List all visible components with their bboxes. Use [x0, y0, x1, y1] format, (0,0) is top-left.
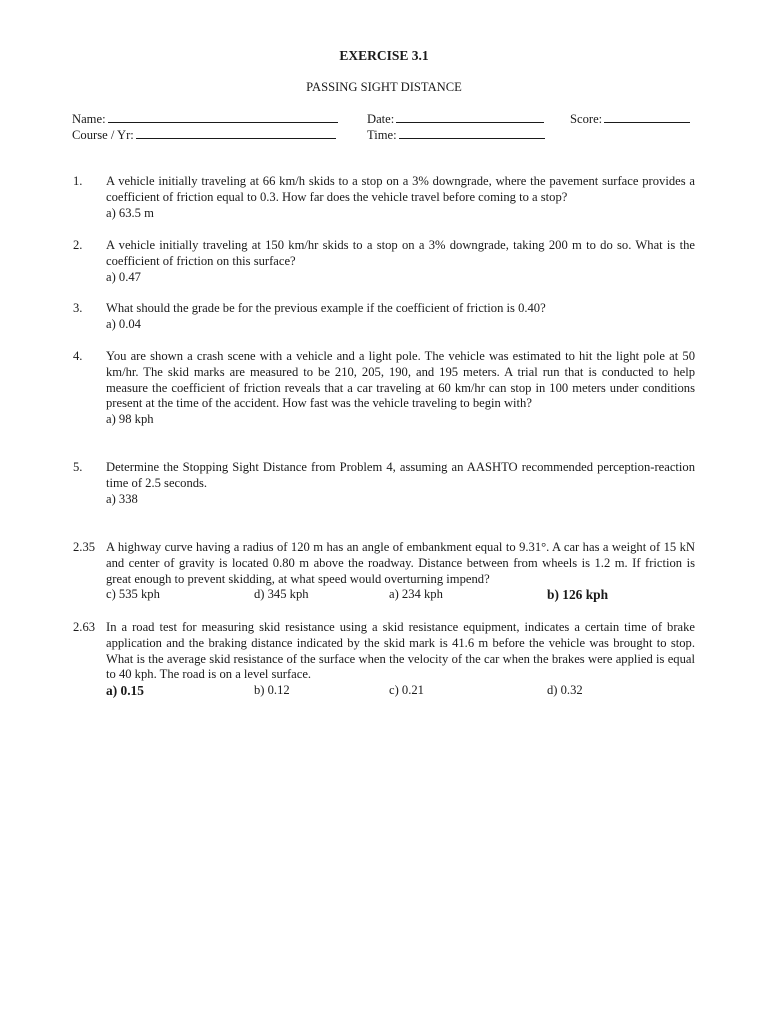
- question-text: You are shown a crash scene with a vehicle and a light pole. The vehicle was estimated to hit the light pole at 50 km/hr. The skid marks are measured to be 210, 205, 190, and 195 meters. A trial run that is conducted to help measure the coefficient of friction reveals that a car traveling at 60 km/hr can stop in 100 meters under conditions present at the time of the accident. How fast was the vehicle traveling to begin with?: [106, 349, 695, 411]
- page-title: EXERCISE 3.1: [339, 48, 429, 63]
- question-1: [73, 174, 695, 221]
- question-5: [73, 460, 695, 507]
- question-answer: a) 98 kph: [106, 412, 154, 427]
- date-line: [396, 111, 544, 123]
- choice-a: a) 234 kph: [389, 587, 443, 602]
- question-answer: a) 0.04: [106, 316, 141, 331]
- score-field[interactable]: [570, 111, 690, 127]
- question-number: 3.: [73, 301, 83, 315]
- course-field[interactable]: [72, 127, 336, 143]
- score-label: Score:: [570, 112, 603, 126]
- question-text: Determine the Stopping Sight Distance from Problem 4, assuming an AASHTO recommended perception-reaction time of 2.5 seconds.: [106, 460, 695, 490]
- problem-text: In a road test for measuring skid resistance using a skid resistance equipment, indicates a certain time of brake application and the braking distance indicated by the skid mark is 41.6 m before the vehicle was brought to stop. What is the average skid resistance of the surface when the velocity of the car when the brakes were applied is equal to 40 kph. The road is on a level surface.: [106, 620, 695, 682]
- score-line: [604, 111, 690, 123]
- question-answer: a) 338: [106, 491, 138, 506]
- date-field[interactable]: [367, 111, 544, 127]
- time-label: Time:: [367, 128, 397, 142]
- problem-text: A highway curve having a radius of 120 m has an angle of embankment equal to 9.31°. A car has a weight of 15 kN and center of gravity is located 0.80 m above the roadway. Distance between from wheels is 1.2 m. If friction is great enough to prevent skidding, at what speed would overturning impend?: [106, 540, 695, 586]
- name-label: Name:: [72, 112, 106, 126]
- question-number: 1.: [73, 174, 83, 188]
- answer-choices: [106, 683, 695, 699]
- question-number: 4.: [73, 349, 83, 363]
- choice-a-correct: a) 0.15: [106, 683, 144, 699]
- course-label: Course / Yr:: [72, 128, 134, 142]
- question-text: A vehicle initially traveling at 150 km/hr skids to a stop on a 3% downgrade, taking 200 m to do so. What is the coefficient of friction on this surface?: [106, 238, 695, 268]
- question-2: [73, 238, 695, 285]
- time-line: [399, 127, 545, 139]
- problem-number: 2.63: [73, 620, 96, 634]
- choice-c: c) 0.21: [389, 683, 424, 698]
- question-3: [73, 301, 695, 333]
- choice-d: d) 345 kph: [254, 587, 309, 602]
- question-text: What should the grade be for the previous example if the coefficient of friction is 0.40?: [106, 301, 546, 315]
- question-4: [73, 349, 695, 428]
- time-field[interactable]: [367, 127, 545, 143]
- choice-b-correct: b) 126 kph: [547, 587, 609, 603]
- question-answer: a) 0.47: [106, 269, 141, 284]
- problem-2-35: [73, 540, 695, 603]
- course-line: [136, 127, 336, 139]
- question-text: A vehicle initially traveling at 66 km/h skids to a stop on a 3% downgrade, where the pavement surface provides a coefficient of friction equal to 0.3. How far does the vehicle travel before coming to a stop?: [106, 174, 695, 204]
- name-field[interactable]: [72, 111, 338, 127]
- problem-2-63: [73, 620, 695, 699]
- choice-b: b) 0.12: [254, 683, 290, 698]
- problem-number: 2.35: [73, 540, 96, 554]
- answer-choices: [106, 587, 695, 603]
- name-line: [108, 111, 338, 123]
- date-label: Date:: [367, 112, 395, 126]
- question-answer: a) 63.5 m: [106, 205, 154, 220]
- question-number: 2.: [73, 238, 83, 252]
- choice-c: c) 535 kph: [106, 587, 160, 602]
- question-number: 5.: [73, 460, 83, 474]
- page-subtitle: PASSING SIGHT DISTANCE: [306, 80, 462, 94]
- choice-d: d) 0.32: [547, 683, 583, 698]
